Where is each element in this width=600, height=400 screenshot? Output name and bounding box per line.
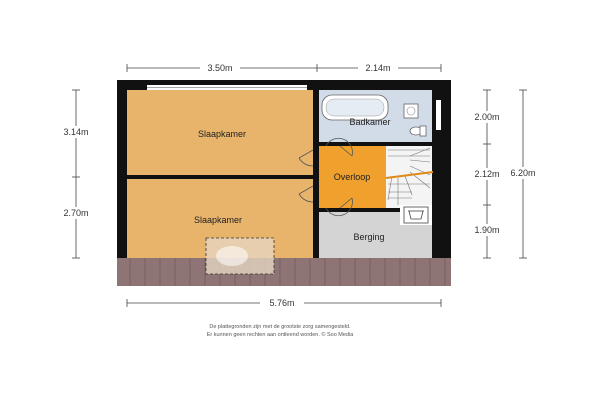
label-bedroom-bottom: Slaapkamer [193, 215, 243, 225]
skylight [206, 238, 274, 274]
dimension-top-left: 3.50m [207, 63, 233, 73]
label-bedroom-top: Slaapkamer [197, 129, 247, 139]
washing-machine-icon [404, 207, 428, 223]
dimension-bottom-total: 5.76m [269, 298, 295, 308]
dimension-right-middle: 2.12m [474, 169, 500, 179]
disclaimer-line-2: Er kunnen geen rechten aan ontleend worden. © Soo Media [206, 332, 354, 338]
dimension-right-upper: 2.00m [474, 112, 500, 122]
dimension-right-lower: 1.90m [474, 225, 500, 235]
label-storage: Berging [353, 232, 385, 242]
window-top [147, 85, 307, 90]
dimension-left-upper: 3.14m [63, 127, 89, 137]
toilet-icon [410, 126, 426, 136]
label-landing: Overloop [333, 172, 371, 182]
dimension-top-right: 2.14m [365, 63, 391, 73]
dimension-right-total: 6.20m [510, 168, 536, 178]
dimension-left-lower: 2.70m [63, 208, 89, 218]
window-right [436, 100, 441, 130]
disclaimer-line-1: De plattegronden zijn met de grootste zorg samengesteld. [209, 324, 351, 330]
roof-strip [117, 258, 451, 286]
label-bathroom: Badkamer [349, 117, 391, 127]
sink-icon [404, 104, 418, 118]
